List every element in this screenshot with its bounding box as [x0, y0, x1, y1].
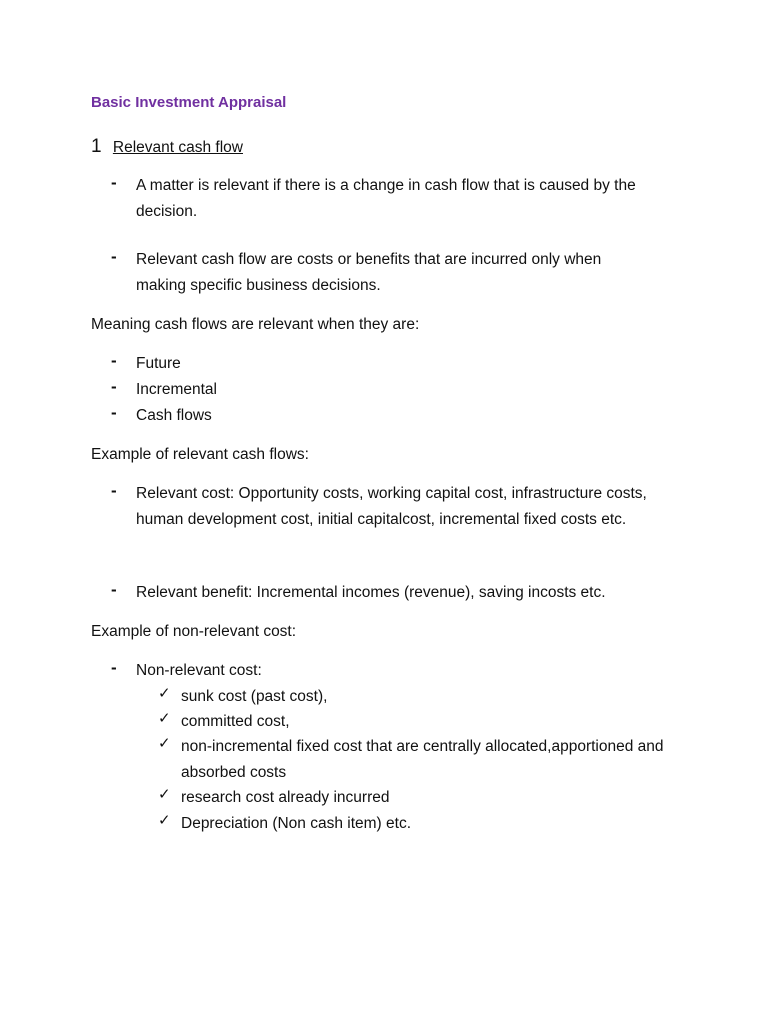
- dash-bullet: -: [111, 173, 117, 192]
- bullet-item: A matter is relevant if there is a change in cash flow that is caused by the decision.: [136, 177, 636, 220]
- relevant-item: Relevant benefit: Incremental incomes (revenue), saving incosts etc.: [136, 584, 606, 601]
- example-relevant-intro: Example of relevant cash flows:: [91, 446, 309, 463]
- relevant-item: Relevant cost: Opportunity costs, working capital cost, infrastructure costs, human development cost, initial capitalcost, incremental fixed costs etc.: [136, 485, 647, 528]
- meaning-item: Incremental: [136, 381, 217, 398]
- dash-bullet: -: [111, 658, 117, 677]
- document-title: Basic Investment Appraisal: [91, 94, 287, 111]
- check-icon: ✓: [158, 735, 171, 752]
- nonrelevant-item: committed cost,: [181, 713, 290, 730]
- nonrelevant-item: Depreciation (Non cash item) etc.: [181, 815, 412, 832]
- nonrelevant-item: research cost already incurred: [181, 789, 390, 806]
- nonrelevant-label: Non-relevant cost:: [136, 662, 262, 679]
- section-title: Relevant cash flow: [112, 139, 243, 156]
- check-icon: ✓: [158, 786, 171, 803]
- example-nonrelevant-intro: Example of non-relevant cost:: [91, 623, 297, 640]
- check-icon: ✓: [158, 812, 171, 829]
- dash-bullet: -: [111, 580, 117, 599]
- dash-bullet: -: [111, 377, 117, 396]
- section-heading: [91, 136, 243, 158]
- check-icon: ✓: [158, 685, 171, 702]
- meaning-item: Cash flows: [136, 407, 212, 424]
- nonrelevant-item: non-incremental fixed cost that are centrally allocated,apportioned and absorbed costs: [181, 738, 664, 781]
- dash-bullet: -: [111, 403, 117, 422]
- dash-bullet: -: [111, 247, 117, 266]
- section-number: 1: [91, 136, 102, 157]
- meaning-intro: Meaning cash flows are relevant when they are:: [91, 316, 420, 333]
- nonrelevant-item: sunk cost (past cost),: [181, 688, 328, 705]
- dash-bullet: -: [111, 481, 117, 500]
- dash-bullet: -: [111, 351, 117, 370]
- meaning-item: Future: [136, 355, 181, 372]
- check-icon: ✓: [158, 710, 171, 727]
- bullet-item: Relevant cash flow are costs or benefits that are incurred only when making specific business decisions.: [136, 251, 602, 294]
